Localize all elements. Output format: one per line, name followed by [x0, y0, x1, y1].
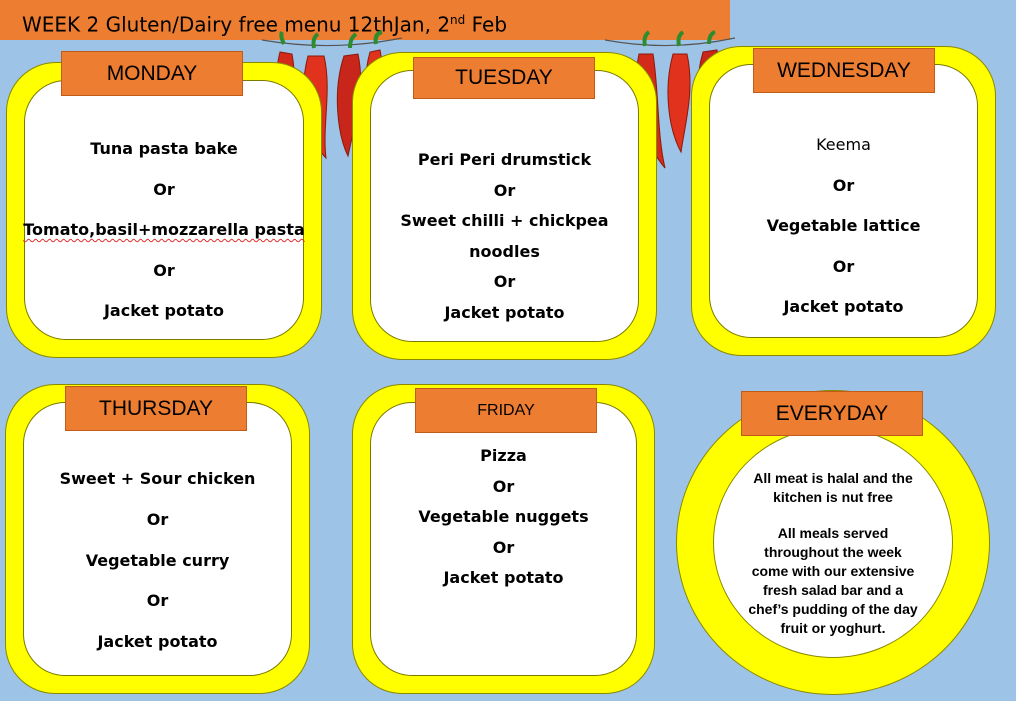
menu-item: Jacket potato — [103, 301, 225, 320]
menu-item: Or — [146, 591, 169, 611]
menu-item: Tuna pasta bake — [90, 139, 238, 158]
menu-item: Sweet chilli + chickpea — [400, 211, 609, 230]
day-label-wednesday: WEDNESDAY — [753, 48, 935, 93]
day-label-friday: FRIDAY — [415, 388, 597, 433]
menu-item: Or — [832, 256, 855, 276]
thursday-menu — [6, 459, 309, 663]
day-label-tuesday: TUESDAY — [413, 57, 595, 99]
menu-item: Vegetable curry — [85, 550, 230, 570]
menu-item: Peri Peri drumstick — [417, 150, 592, 169]
friday-menu — [353, 441, 654, 594]
page-title: WEEK 2 Gluten/Dairy free menu 12thJan, 2nd Feb — [0, 0, 730, 40]
menu-item: Or — [492, 537, 515, 557]
menu-item: Or — [153, 179, 175, 199]
menu-item: Or — [493, 272, 516, 291]
day-label-monday: MONDAY — [61, 51, 243, 96]
menu-item: Sweet + Sour chicken — [59, 469, 256, 488]
menu-item: Vegetable nuggets — [418, 507, 589, 526]
menu-item: Tomato,basil+mozzarella pasta — [23, 220, 305, 239]
day-label-everyday: EVERYDAY — [741, 391, 923, 436]
monday-card — [6, 62, 322, 358]
menu-item: Or — [492, 476, 515, 496]
menu-item: Jacket potato — [443, 568, 564, 587]
menu-item: Jacket potato — [783, 297, 904, 316]
menu-item: Jacket potato — [444, 302, 565, 322]
day-label-thursday: THURSDAY — [65, 386, 247, 431]
menu-item: noodles — [469, 241, 540, 261]
tuesday-menu — [353, 145, 656, 328]
menu-item: Pizza — [480, 446, 527, 465]
menu-item: Or — [832, 175, 855, 195]
menu-item: Jacket potato — [97, 632, 218, 652]
menu-item: Or — [493, 180, 516, 200]
everyday-note-meals: All meals served throughout the week come with our extensive fresh salad bar and a chef’s pudding of the day fruit or yoghurt. — [748, 525, 918, 636]
monday-menu — [7, 129, 321, 332]
everyday-note-halal: All meat is halal and the kitchen is nut free — [753, 470, 913, 505]
menu-item: Keema — [816, 135, 871, 154]
menu-item: Or — [146, 509, 169, 529]
menu-item: Vegetable lattice — [766, 216, 921, 235]
wednesday-menu — [692, 125, 995, 328]
menu-item: Or — [153, 260, 175, 280]
